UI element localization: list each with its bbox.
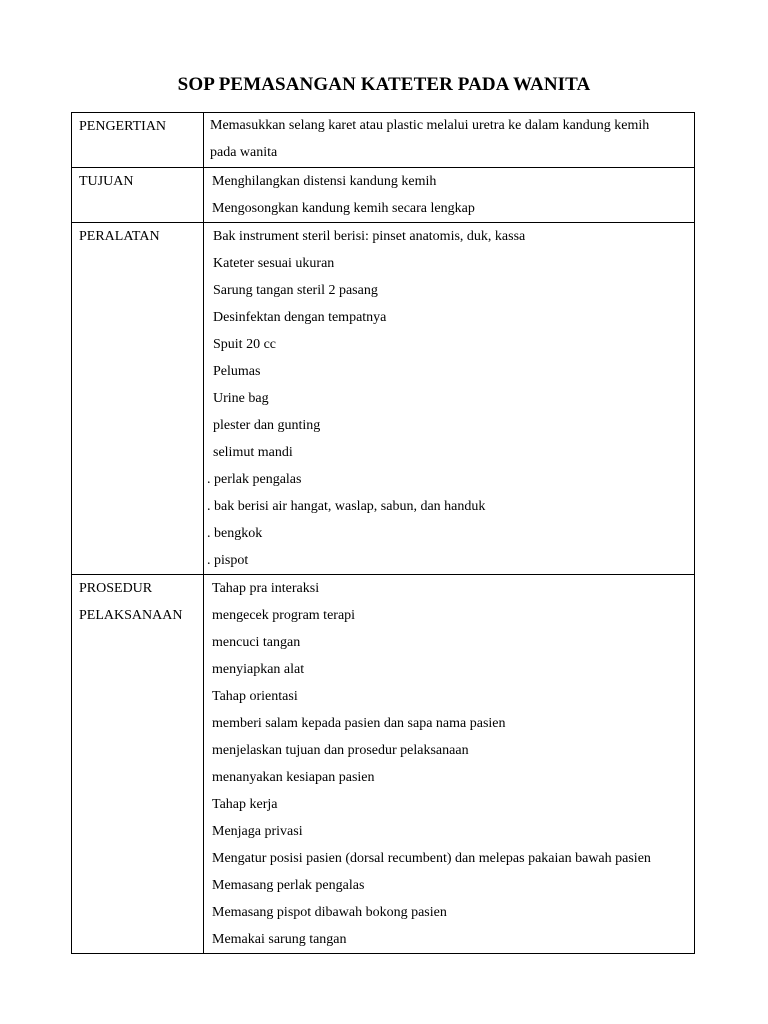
row-label: PELAKSANAAN xyxy=(79,608,183,623)
list-item: Memasang pispot dibawah bokong pasien xyxy=(212,905,447,920)
list-item: Tahap orientasi xyxy=(212,689,298,704)
row-label: PROSEDUR xyxy=(79,581,153,596)
list-item: menyiapkan alat xyxy=(212,662,305,677)
list-item: mengecek program terapi xyxy=(212,608,356,623)
list-item: Mengatur posisi pasien (dorsal recumbent) dan melepas pakaian bawah pasien xyxy=(212,851,651,866)
content-line: Menghilangkan distensi kandung kemih xyxy=(212,174,437,189)
list-marker: . xyxy=(207,526,211,541)
row-label: PENGERTIAN xyxy=(79,119,167,134)
list-item: Bak instrument steril berisi: pinset anatomis, duk, kassa xyxy=(213,229,526,244)
row-content-cell xyxy=(204,223,695,575)
list-item: bengkok xyxy=(214,526,263,541)
sop-table xyxy=(71,112,695,954)
row-label-cell xyxy=(72,223,204,575)
row-content-cell xyxy=(204,168,695,223)
content-line: Memasukkan selang karet atau plastic melalui uretra ke dalam kandung kemih xyxy=(210,118,650,133)
table-row-pengertian xyxy=(72,113,695,168)
list-item: pispot xyxy=(214,553,249,568)
table-row-prosedur xyxy=(72,575,695,954)
list-item: Spuit 20 cc xyxy=(213,337,276,352)
list-item: Sarung tangan steril 2 pasang xyxy=(213,283,378,298)
row-content-cell xyxy=(204,113,695,168)
list-item: Tahap pra interaksi xyxy=(212,581,320,596)
row-label-cell xyxy=(72,113,204,168)
list-item: plester dan gunting xyxy=(213,418,321,433)
list-item: Menjaga privasi xyxy=(212,824,303,839)
list-item: Desinfektan dengan tempatnya xyxy=(213,310,387,325)
list-item: Urine bag xyxy=(213,391,269,406)
row-label-cell xyxy=(72,575,204,954)
document-title: SOP PEMASANGAN KATETER PADA WANITA xyxy=(177,74,591,95)
list-item-wrap xyxy=(207,493,690,520)
list-item: Tahap kerja xyxy=(212,797,278,812)
row-label-cell xyxy=(72,168,204,223)
list-item: bak berisi air hangat, waslap, sabun, dan handuk xyxy=(214,499,486,514)
table-row-tujuan xyxy=(72,168,695,223)
list-item-wrap xyxy=(207,547,690,574)
list-item: selimut mandi xyxy=(213,445,293,460)
list-item-wrap xyxy=(207,520,690,547)
row-label: PERALATAN xyxy=(79,229,160,244)
list-item: menjelaskan tujuan dan prosedur pelaksanaan xyxy=(212,743,469,758)
content-line: Mengosongkan kandung kemih secara lengkap xyxy=(212,201,475,216)
list-item: memberi salam kepada pasien dan sapa nama pasien xyxy=(212,716,506,731)
list-item: Memasang perlak pengalas xyxy=(212,878,365,893)
list-item: Kateter sesuai ukuran xyxy=(213,256,335,271)
list-item: Memakai sarung tangan xyxy=(212,932,347,947)
content-line: pada wanita xyxy=(210,145,278,160)
list-marker: . xyxy=(207,553,211,568)
list-item-wrap xyxy=(207,466,690,493)
list-marker: . xyxy=(207,472,211,487)
list-item: Pelumas xyxy=(213,364,261,379)
list-marker: . xyxy=(207,499,211,514)
list-item: mencuci tangan xyxy=(212,635,301,650)
list-item: menanyakan kesiapan pasien xyxy=(212,770,375,785)
row-label: TUJUAN xyxy=(79,174,134,189)
row-content-cell xyxy=(204,575,695,954)
list-item: perlak pengalas xyxy=(214,472,302,487)
table-row-peralatan xyxy=(72,223,695,575)
